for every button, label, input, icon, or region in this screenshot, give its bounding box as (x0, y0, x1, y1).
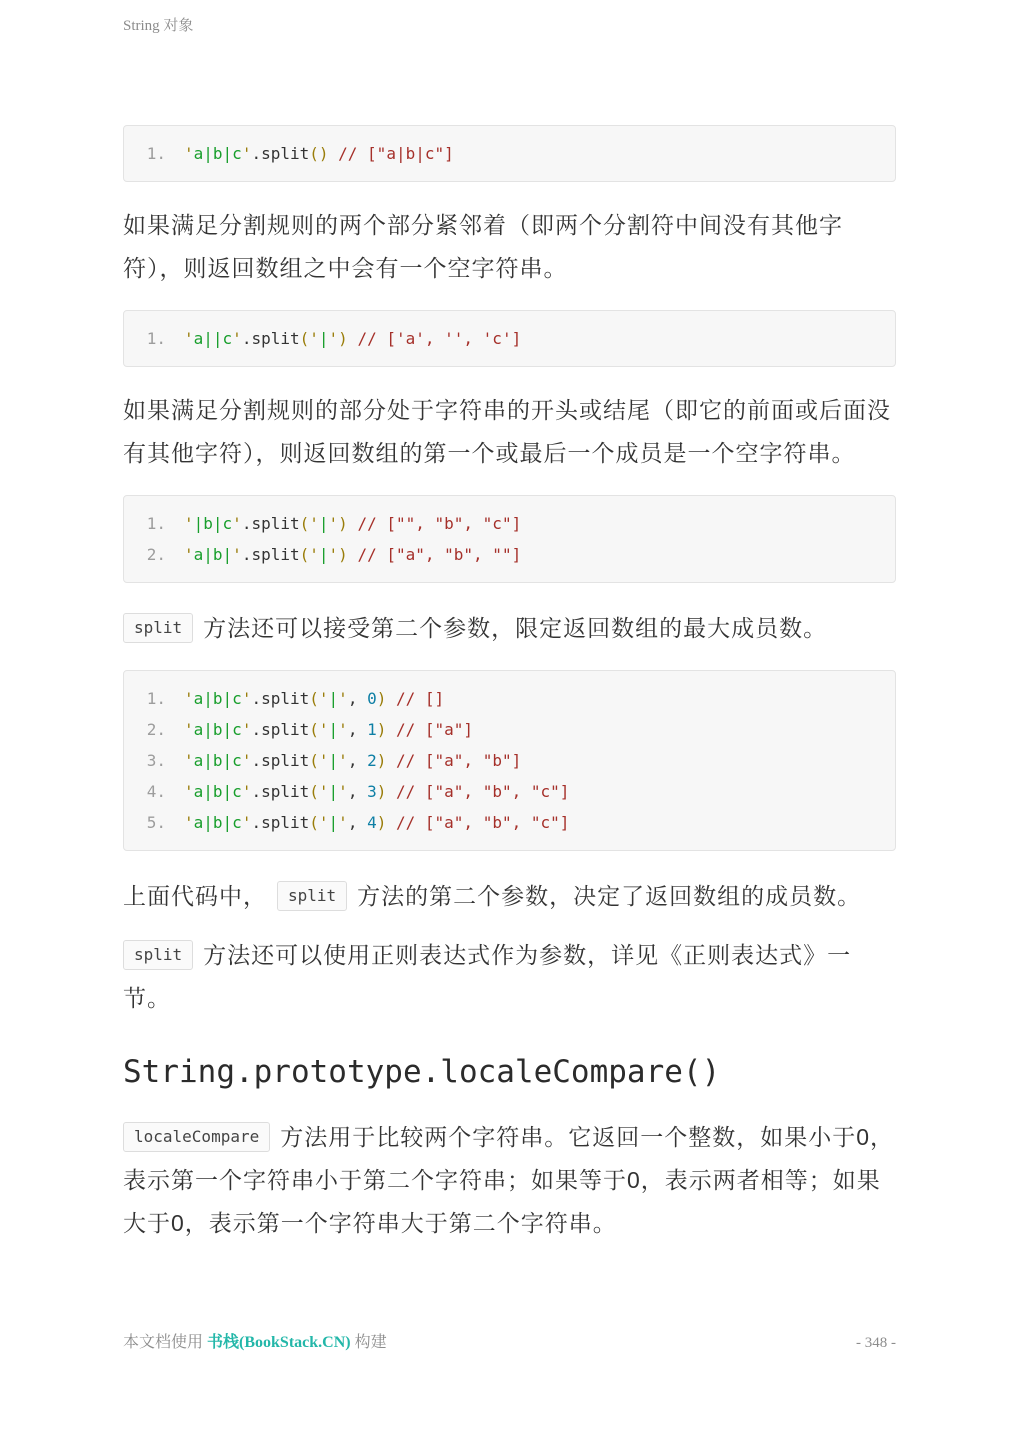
code-segment: a|b|c (193, 751, 242, 770)
code-segment: ' (232, 514, 242, 533)
code-segment: 1 (367, 720, 377, 739)
code-segment: ' (184, 751, 194, 770)
code-segment: ' (241, 813, 252, 832)
paragraph-text: 方法还可以接受第二个参数，限定返回数组的最大成员数。 (203, 615, 828, 641)
code-segment: ' (184, 144, 194, 163)
paragraph-text: 方法用于比较两个字符串。它返回一个整数，如果小于0，表示第一个字符串小于第二个字符串；如果等于0，表示两者相等；如果大于0，表示第一个字符串大于第二个字符串。 (123, 1124, 895, 1236)
code-segment: // ['a', '', 'c'] (347, 329, 522, 348)
footer-suffix: 构建 (350, 1334, 387, 1351)
code-segment: a||c (193, 329, 233, 348)
code-segment: a|b|c (193, 782, 242, 801)
code-segment: | (328, 751, 339, 770)
code-line (140, 776, 879, 807)
code-segment: ' (241, 689, 252, 708)
section-heading-localecompare: String.prototype.localeCompare() (123, 1054, 721, 1090)
page-footer (123, 1329, 896, 1352)
code-segment: ) (338, 329, 348, 348)
code-segment: , (347, 782, 368, 801)
code-segment: // ["a", "b", "c"] (386, 782, 570, 801)
code-segment: ) (376, 813, 387, 832)
code-segment: ' (318, 751, 329, 770)
code-segment: ' (241, 720, 252, 739)
code-segment: ( (299, 545, 310, 564)
code-segment: , (347, 813, 368, 832)
code-segment: ' (184, 545, 194, 564)
inline-code-localecompare: localeCompare (123, 1122, 270, 1152)
code-block-edge-examples (123, 495, 896, 583)
code-segment: // ["a", "b", "c"] (386, 813, 570, 832)
code-segment: ' (232, 329, 242, 348)
code-segment: .split (251, 813, 310, 832)
code-line (140, 323, 879, 354)
page-number: - 348 - (856, 1335, 896, 1351)
code-segment: , (347, 689, 368, 708)
code-segment: ' (184, 813, 194, 832)
code-segment: ' (241, 144, 252, 163)
code-segment: ' (328, 514, 339, 533)
code-line (140, 138, 879, 169)
code-segment: ' (318, 813, 329, 832)
footer-brand-link[interactable]: 书栈(BookStack.CN) (207, 1334, 351, 1351)
code-segment: ) (338, 514, 348, 533)
inline-code-split: split (123, 940, 193, 970)
code-segment: .split (251, 782, 310, 801)
code-segment: ) (376, 720, 387, 739)
code-segment: .split (251, 689, 310, 708)
code-segment: .split (241, 514, 300, 533)
code-segment: ' (328, 329, 339, 348)
code-segment: | (318, 545, 329, 564)
code-segment: , (347, 720, 368, 739)
paragraph-text: 上面代码中， (123, 883, 267, 909)
code-segment: | (318, 514, 329, 533)
code-segment: ) (376, 689, 387, 708)
code-segment: a|b|c (193, 720, 242, 739)
code-segment: ' (318, 720, 329, 739)
paragraph-text: 方法的第二个参数，决定了返回数组的成员数。 (357, 883, 862, 909)
code-segment: 4 (367, 813, 377, 832)
paragraph-second-argument (123, 607, 896, 650)
code-segment: ' (318, 782, 329, 801)
inline-code-split: split (123, 613, 193, 643)
code-segment: // [] (386, 689, 445, 708)
code-line (140, 539, 879, 570)
code-segment: | (328, 689, 339, 708)
code-segment: ( (309, 689, 319, 708)
code-segment: .split (241, 545, 300, 564)
code-segment: .split (251, 720, 310, 739)
code-block-split-default (123, 125, 896, 182)
code-segment: .split (251, 751, 310, 770)
code-segment: ' (309, 514, 319, 533)
code-segment: ' (309, 329, 319, 348)
footer-build-note (123, 1329, 387, 1352)
paragraph-localecompare-description (123, 1116, 896, 1245)
code-segment: ' (184, 782, 194, 801)
code-segment: ' (184, 329, 194, 348)
code-line (140, 745, 879, 776)
line-number: 3. (146, 751, 166, 770)
code-segment: // ["a", "b", ""] (347, 545, 522, 564)
line-number: 2. (146, 720, 166, 739)
paragraph-text: 方法还可以使用正则表达式作为参数，详见《正则表达式》一节。 (123, 942, 852, 1011)
code-segment: ' (318, 689, 329, 708)
paragraph-edge-delimiters: 如果满足分割规则的部分处于字符串的开头或结尾（即它的前面或后面没有其他字符），则返回数组的第一个或最后一个成员是一个空字符串。 (123, 397, 891, 466)
code-segment: () (309, 144, 329, 163)
inline-code-split: split (277, 881, 347, 911)
line-number: 1. (146, 514, 166, 533)
code-segment: a|b|c (193, 813, 242, 832)
code-segment: ( (309, 813, 319, 832)
code-segment: a|b|c (193, 144, 242, 163)
code-segment: ' (328, 545, 339, 564)
paragraph-regex-argument (123, 934, 896, 1020)
code-segment: ' (338, 689, 348, 708)
code-segment: .split (251, 144, 310, 163)
code-segment: ' (309, 545, 319, 564)
code-segment: | (318, 329, 329, 348)
code-segment: ' (338, 813, 348, 832)
code-segment: // ["", "b", "c"] (347, 514, 522, 533)
code-segment: ) (376, 782, 387, 801)
code-line (140, 807, 879, 838)
line-number: 1. (146, 144, 166, 163)
code-line (140, 683, 879, 714)
code-segment: 2 (367, 751, 377, 770)
code-segment: ' (232, 545, 242, 564)
code-segment: // ["a", "b"] (386, 751, 522, 770)
paragraph-adjacent-delimiters: 如果满足分割规则的两个部分紧邻着（即两个分割符中间没有其他字符），则返回数组之中会有一个空字符串。 (123, 212, 843, 281)
line-number: 2. (146, 545, 166, 564)
line-number: 5. (146, 813, 166, 832)
code-segment: | (328, 813, 339, 832)
code-segment: |b|c (193, 514, 233, 533)
footer-prefix: 本文档使用 (123, 1334, 208, 1351)
code-segment: | (328, 782, 339, 801)
code-segment: .split (241, 329, 300, 348)
code-segment: ) (376, 751, 387, 770)
code-segment: ' (338, 720, 348, 739)
code-segment: ( (309, 782, 319, 801)
code-segment: ' (184, 514, 194, 533)
code-segment: ' (241, 782, 252, 801)
code-block-empty-string-middle (123, 310, 896, 367)
code-line (140, 508, 879, 539)
code-segment: 0 (367, 689, 377, 708)
code-segment: ' (338, 751, 348, 770)
code-segment: // ["a"] (386, 720, 474, 739)
code-segment: ( (299, 329, 310, 348)
line-number: 1. (146, 689, 166, 708)
paragraph-limit-explanation (123, 875, 896, 918)
code-segment: a|b| (193, 545, 233, 564)
code-segment: ( (309, 751, 319, 770)
code-segment: // ["a|b|c"] (328, 144, 454, 163)
code-segment: ( (299, 514, 310, 533)
code-block-limit-examples (123, 670, 896, 851)
code-segment: | (328, 720, 339, 739)
code-segment: a|b|c (193, 689, 242, 708)
code-segment: , (347, 751, 368, 770)
code-segment: ' (184, 720, 194, 739)
code-segment: ' (241, 751, 252, 770)
code-line (140, 714, 879, 745)
line-number: 1. (146, 329, 166, 348)
code-segment: ( (309, 720, 319, 739)
code-segment: 3 (367, 782, 377, 801)
code-segment: ' (184, 689, 194, 708)
line-number: 4. (146, 782, 166, 801)
code-segment: ' (338, 782, 348, 801)
code-segment: ) (338, 545, 348, 564)
running-header: String 对象 (123, 18, 194, 34)
